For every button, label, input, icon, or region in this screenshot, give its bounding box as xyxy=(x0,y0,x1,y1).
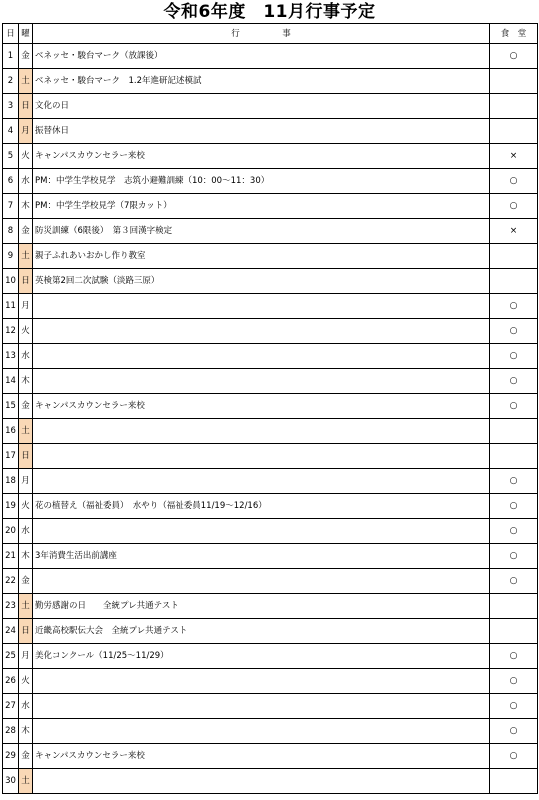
day-cell: 2 xyxy=(3,69,19,94)
event-cell: 花の植替え（福祉委員） 水やり（福祉委員11/19～12/16） xyxy=(33,494,490,519)
meal-status-cell: ○ xyxy=(490,44,538,69)
weekday-cell: 木 xyxy=(19,544,33,569)
table-row xyxy=(3,719,538,744)
day-cell: 5 xyxy=(3,144,19,169)
day-cell: 16 xyxy=(3,419,19,444)
event-cell: ベネッセ・駿台マーク 1.2年進研記述模試 xyxy=(33,69,490,94)
weekday-cell: 金 xyxy=(19,569,33,594)
weekday-cell: 火 xyxy=(19,319,33,344)
table-row xyxy=(3,669,538,694)
weekday-cell: 水 xyxy=(19,519,33,544)
weekday-cell: 金 xyxy=(19,219,33,244)
event-cell xyxy=(33,719,490,744)
day-cell: 6 xyxy=(3,169,19,194)
page-title: 令和6年度 11月行事予定 xyxy=(163,2,376,22)
event-cell: ベネッセ・駿台マーク（放課後） xyxy=(33,44,490,69)
table-row xyxy=(3,244,538,269)
meal-status-cell: ○ xyxy=(490,394,538,419)
weekday-cell: 土 xyxy=(19,419,33,444)
weekday-cell: 土 xyxy=(19,69,33,94)
day-cell: 3 xyxy=(3,94,19,119)
meal-status-cell: ○ xyxy=(490,344,538,369)
table-row xyxy=(3,469,538,494)
day-cell: 25 xyxy=(3,644,19,669)
table-row xyxy=(3,94,538,119)
meal-status-cell: ○ xyxy=(490,569,538,594)
weekday-cell: 土 xyxy=(19,244,33,269)
header-day: 日 xyxy=(3,24,19,44)
meal-status-cell xyxy=(490,244,538,269)
event-cell xyxy=(33,519,490,544)
table-row xyxy=(3,119,538,144)
table-row xyxy=(3,144,538,169)
day-cell: 19 xyxy=(3,494,19,519)
meal-status-cell xyxy=(490,419,538,444)
table-row xyxy=(3,769,538,794)
meal-status-cell: × xyxy=(490,144,538,169)
event-cell: 振替休日 xyxy=(33,119,490,144)
weekday-cell: 土 xyxy=(19,769,33,794)
meal-status-cell: ○ xyxy=(490,744,538,769)
weekday-cell: 日 xyxy=(19,94,33,119)
meal-status-cell: ○ xyxy=(490,519,538,544)
weekday-cell: 金 xyxy=(19,44,33,69)
weekday-cell: 月 xyxy=(19,644,33,669)
day-cell: 22 xyxy=(3,569,19,594)
event-cell: 親子ふれあいおかし作り教室 xyxy=(33,244,490,269)
weekday-cell: 火 xyxy=(19,144,33,169)
meal-status-cell: ○ xyxy=(490,194,538,219)
day-cell: 23 xyxy=(3,594,19,619)
meal-status-cell: ○ xyxy=(490,644,538,669)
day-cell: 14 xyxy=(3,369,19,394)
table-row xyxy=(3,294,538,319)
day-cell: 13 xyxy=(3,344,19,369)
table-row xyxy=(3,744,538,769)
weekday-cell: 水 xyxy=(19,344,33,369)
meal-status-cell xyxy=(490,619,538,644)
day-cell: 29 xyxy=(3,744,19,769)
event-cell xyxy=(33,769,490,794)
table-row xyxy=(3,644,538,669)
table-row xyxy=(3,44,538,69)
meal-status-cell: ○ xyxy=(490,719,538,744)
weekday-cell: 日 xyxy=(19,619,33,644)
weekday-cell: 土 xyxy=(19,594,33,619)
event-cell: PM：中学生学校見学（7限カット） xyxy=(33,194,490,219)
table-row xyxy=(3,544,538,569)
meal-status-cell xyxy=(490,594,538,619)
day-cell: 1 xyxy=(3,44,19,69)
table-row xyxy=(3,194,538,219)
table-row xyxy=(3,219,538,244)
table-row xyxy=(3,169,538,194)
weekday-cell: 金 xyxy=(19,394,33,419)
table-row xyxy=(3,419,538,444)
weekday-cell: 月 xyxy=(19,294,33,319)
day-cell: 20 xyxy=(3,519,19,544)
weekday-cell: 火 xyxy=(19,669,33,694)
event-cell: キャンパスカウンセラー来校 xyxy=(33,144,490,169)
day-cell: 27 xyxy=(3,694,19,719)
day-cell: 28 xyxy=(3,719,19,744)
weekday-cell: 月 xyxy=(19,119,33,144)
day-cell: 11 xyxy=(3,294,19,319)
event-cell: 美化コンクール（11/25～11/29） xyxy=(33,644,490,669)
meal-status-cell: ○ xyxy=(490,694,538,719)
meal-status-cell xyxy=(490,69,538,94)
header-row xyxy=(3,24,538,44)
table-row xyxy=(3,569,538,594)
weekday-cell: 木 xyxy=(19,719,33,744)
weekday-cell: 金 xyxy=(19,744,33,769)
day-cell: 8 xyxy=(3,219,19,244)
day-cell: 10 xyxy=(3,269,19,294)
table-row xyxy=(3,594,538,619)
day-cell: 7 xyxy=(3,194,19,219)
weekday-cell: 水 xyxy=(19,694,33,719)
weekday-cell: 日 xyxy=(19,269,33,294)
event-cell: 近畿高校駅伝大会 全統プレ共通テスト xyxy=(33,619,490,644)
table-row xyxy=(3,619,538,644)
meal-status-cell: ○ xyxy=(490,494,538,519)
event-cell xyxy=(33,419,490,444)
event-cell: キャンパスカウンセラー来校 xyxy=(33,744,490,769)
meal-status-cell xyxy=(490,269,538,294)
meal-status-cell: × xyxy=(490,219,538,244)
event-cell xyxy=(33,669,490,694)
event-cell: PM：中学生学校見学 志筑小避難訓練（10：00～11：30） xyxy=(33,169,490,194)
weekday-cell: 月 xyxy=(19,469,33,494)
day-cell: 24 xyxy=(3,619,19,644)
table-row xyxy=(3,69,538,94)
day-cell: 17 xyxy=(3,444,19,469)
meal-status-cell xyxy=(490,444,538,469)
table-row xyxy=(3,319,538,344)
meal-status-cell xyxy=(490,119,538,144)
header-weekday: 曜 xyxy=(19,24,33,44)
table-row xyxy=(3,344,538,369)
event-cell: 勤労感謝の日 全統プレ共通テスト xyxy=(33,594,490,619)
event-cell xyxy=(33,319,490,344)
event-cell xyxy=(33,294,490,319)
event-cell: 文化の日 xyxy=(33,94,490,119)
meal-status-cell: ○ xyxy=(490,369,538,394)
meal-status-cell: ○ xyxy=(490,169,538,194)
weekday-cell: 水 xyxy=(19,169,33,194)
meal-status-cell: ○ xyxy=(490,469,538,494)
table-row xyxy=(3,269,538,294)
event-cell: キャンパスカウンセラー来校 xyxy=(33,394,490,419)
event-cell xyxy=(33,369,490,394)
table-row xyxy=(3,694,538,719)
meal-status-cell: ○ xyxy=(490,544,538,569)
weekday-cell: 日 xyxy=(19,444,33,469)
day-cell: 18 xyxy=(3,469,19,494)
day-cell: 4 xyxy=(3,119,19,144)
table-row xyxy=(3,444,538,469)
header-meal: 食 堂 xyxy=(490,24,538,44)
weekday-cell: 火 xyxy=(19,494,33,519)
meal-status-cell xyxy=(490,769,538,794)
meal-status-cell: ○ xyxy=(490,319,538,344)
header-event: 行 事 xyxy=(33,24,490,44)
meal-status-cell: ○ xyxy=(490,669,538,694)
day-cell: 15 xyxy=(3,394,19,419)
day-cell: 21 xyxy=(3,544,19,569)
table-row xyxy=(3,394,538,419)
event-cell xyxy=(33,444,490,469)
day-cell: 12 xyxy=(3,319,19,344)
day-cell: 30 xyxy=(3,769,19,794)
table-row xyxy=(3,494,538,519)
event-cell xyxy=(33,469,490,494)
event-cell: 防災訓練（6限後） 第３回漢字検定 xyxy=(33,219,490,244)
table-row xyxy=(3,519,538,544)
meal-status-cell xyxy=(490,94,538,119)
event-cell: 3年消費生活出前講座 xyxy=(33,544,490,569)
event-cell: 英検第2回二次試験（淡路三原） xyxy=(33,269,490,294)
event-cell xyxy=(33,694,490,719)
meal-status-cell: ○ xyxy=(490,294,538,319)
day-cell: 26 xyxy=(3,669,19,694)
day-cell: 9 xyxy=(3,244,19,269)
schedule-table xyxy=(2,23,538,794)
event-cell xyxy=(33,344,490,369)
table-row xyxy=(3,369,538,394)
weekday-cell: 木 xyxy=(19,369,33,394)
event-cell xyxy=(33,569,490,594)
weekday-cell: 木 xyxy=(19,194,33,219)
